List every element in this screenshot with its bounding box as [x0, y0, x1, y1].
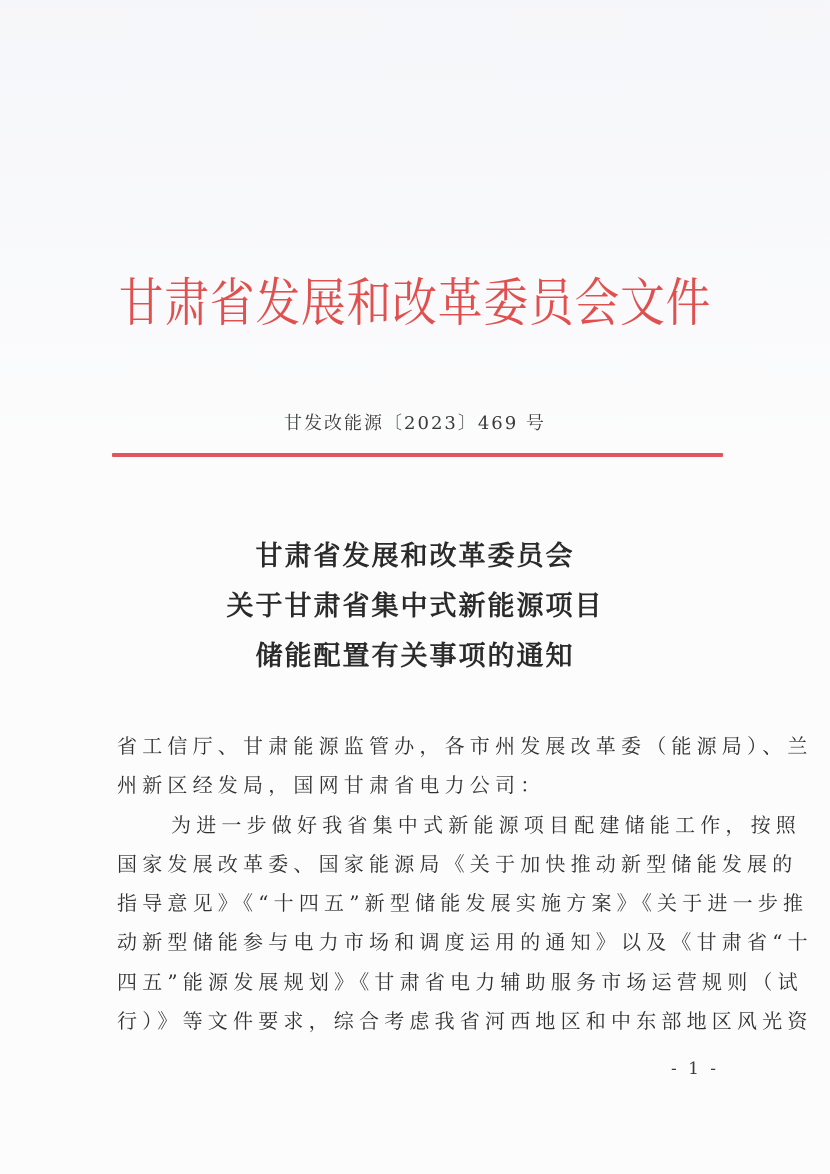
title-line-3: 储能配置有关事项的通知 — [255, 641, 575, 672]
paragraph-line-6: 行）》等文件要求，综合考虑我省河西地区和中东部地区风光资 — [117, 1009, 813, 1034]
document-number: 甘发改能源〔2023〕469 号 — [284, 413, 546, 434]
document-body — [117, 727, 813, 1041]
title-line-2: 关于甘肃省集中式新能源项目 — [226, 591, 604, 622]
paragraph-line-3: 指导意见》《“十四五”新型储能发展实施方案》《关于进一步推 — [117, 891, 809, 916]
paragraph-line-2: 国家发展改革委、国家能源局《关于加快推动新型储能发展的 — [117, 851, 798, 876]
red-separator-rule — [112, 453, 723, 457]
title-line-1: 甘肃省发展和改革委员会 — [255, 541, 575, 572]
recipients-line-1: 省工信厅、甘肃能源监管办，各市州发展改革委（能源局）、兰 — [117, 734, 813, 758]
paragraph-line-5: 四五”能源发展规划》《甘肃省电力辅助服务市场运营规则（试 — [117, 969, 803, 994]
paragraph-line-1: 为进一步做好我省集中式新能源项目配建储能工作，按照 — [171, 812, 801, 837]
recipients-line-2: 州新区经发局，国网甘肃省电力公司： — [117, 773, 546, 798]
page-number: - 1 - — [670, 1059, 720, 1079]
paragraph-line-4: 动新型储能参与电力市场和调度运用的通知》以及《甘肃省“十 — [117, 930, 813, 955]
document-title — [0, 532, 830, 682]
issuer-banner-title: 甘肃省发展和改革委员会文件 — [118, 274, 712, 334]
